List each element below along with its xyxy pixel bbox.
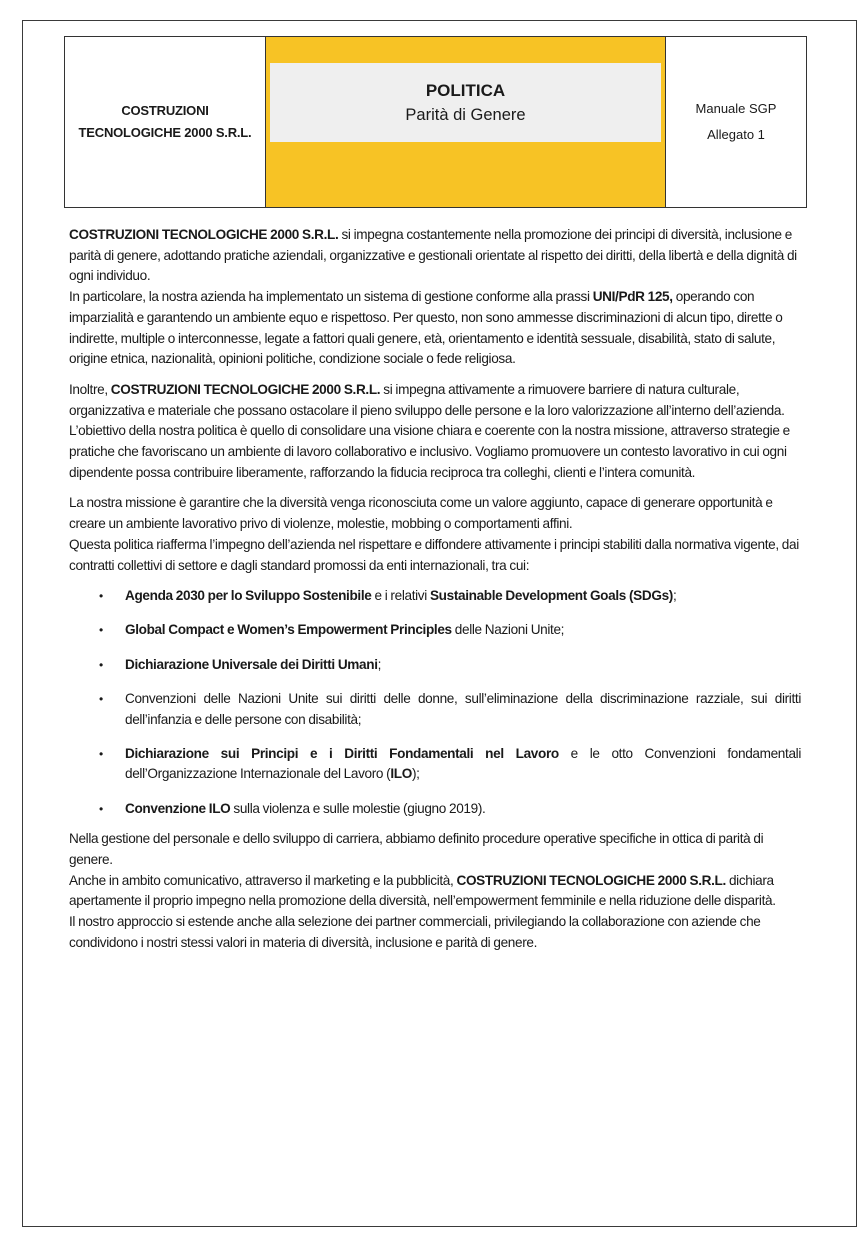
standard-reference: UNI/PdR 125, — [592, 289, 673, 305]
company-name-line2: TECNOLOGICHE 2000 S.R.L. — [78, 125, 252, 140]
company-name-bold: COSTRUZIONI TECNOLOGICHE 2000 S.R.L. — [69, 227, 339, 242]
bullet-icon: • — [99, 691, 103, 706]
list-item: • Dichiarazione Universale dei Diritti Umani; — [69, 655, 801, 676]
title-band — [270, 63, 661, 142]
company-name-bold: COSTRUZIONI TECNOLOGICHE 2000 S.R.L. — [456, 872, 726, 888]
list-item: • Agenda 2030 per lo Sviluppo Sostenibile e i relativi Sustainable Development Goals (SDGs); — [69, 586, 801, 607]
paragraph-objective: L’obiettivo della nostra politica è quello di consolidare una visione chiara e coerente con la nostra missione, attraverso strategie e pratiche che favoriscano un ambiente di lavoro collaborativo e inclusivo. Vogliamo promuovere un contesto lavorativo in cui ogni dipendente possa contribuire liberamente, rafforzando la fiducia reciproca tra colleghi, clienti e l’intera comunità. — [69, 423, 790, 480]
paragraph-mission: La nostra missione è garantire che la diversità venga riconosciuta come un valore aggiunto, capace di generare opportunità e creare un ambiente lavorativo privo di violenze, molestie, mobbing o comportamenti affini. — [69, 495, 773, 532]
document-title: POLITICA — [425, 80, 506, 100]
company-name-line1: COSTRUZIONI — [121, 103, 209, 118]
manual-label: Manuale SGP — [695, 101, 777, 116]
paragraph-principles: Questa politica riafferma l’impegno dell’azienda nel rispettare e diffondere attivamente i principi stabiliti dalla normativa vigente, dai contratti collettivi di settore e dagli standard promossi da enti internazionali, tra cui: — [69, 536, 799, 573]
paragraph-communication: Anche in ambito comunicativo, attraverso il marketing e la pubblicità, COSTRUZIONI TECNOLOGICHE 2000 S.R.L. dichiara apertamente il proprio impegno nella promozione della diversità, nell’empowerment femminile e nella riduzione delle disparità. — [69, 872, 776, 909]
bullet-icon: • — [99, 623, 103, 638]
document-title-cell — [266, 37, 666, 207]
company-name-bold: COSTRUZIONI TECNOLOGICHE 2000 S.R.L. — [110, 381, 381, 397]
company-name-cell — [65, 37, 266, 207]
bullet-icon: • — [99, 657, 103, 672]
document-header-table — [64, 36, 807, 208]
paragraph-commitment: COSTRUZIONI TECNOLOGICHE 2000 S.R.L. si impegna costantemente nella promozione dei principi di diversità, inclusione e parità di genere, adottando pratiche aziendali, organizzative e gestionali orientate al rispetto dei diritti, della libertà e della dignità di ogni individuo. — [69, 227, 797, 284]
paragraph-career: Nella gestione del personale e dello sviluppo di carriera, abbiamo definito procedure operative specifiche in ottica di parità di genere. — [69, 831, 764, 868]
list-item: • Global Compact e Women’s Empowerment Principles delle Nazioni Unite; — [69, 620, 801, 641]
list-item: • Convenzioni delle Nazioni Unite sui diritti delle donne, sull’eliminazione della discriminazione razziale, sui diritti dell’infanzia e delle persone con disabilità; — [99, 690, 801, 727]
bullet-icon: • — [99, 746, 103, 761]
document-reference-cell — [666, 37, 806, 207]
paragraph-partners: Il nostro approccio si estende anche alla selezione dei partner commerciali, privilegiando la collaborazione con aziende che condividono i nostri stessi valori in materia di diversità, inclusione e parità di genere. — [69, 914, 761, 950]
list-item: • Convenzione ILO sulla violenza e sulle molestie (giugno 2019). — [69, 799, 801, 820]
paragraph-standard: In particolare, la nostra azienda ha implementato un sistema di gestione conforme alla prassi UNI/PdR 125, operando con imparzialità e garantendo un ambiente equo e rispettoso. Per questo, non sono ammesse discriminazioni di alcun tipo, dirette o indirette, multiple o interconnesse, legate a fattori quali genere, età, orientamento e identità sessuale, disabilità, stato di salute, origine etnica, nazionalità, opinioni politiche, condizione sociale o fede religiosa. — [69, 289, 783, 367]
reference-standards-list — [69, 586, 801, 819]
policy-body — [69, 225, 801, 954]
document-subtitle: Parità di Genere — [405, 105, 526, 124]
list-item: • Dichiarazione sui Principi e i Diritti Fondamentali nel Lavoro e le otto Convenzioni fondamentali dell’Organizzazione Internazionale del Lavoro (ILO); — [99, 745, 801, 782]
paragraph-barriers: Inoltre, COSTRUZIONI TECNOLOGICHE 2000 S.R.L. si impegna attivamente a rimuovere barriere di natura culturale, organizzativa e materiale che possano ostacolare il pieno sviluppo delle persone e la loro valorizzazione all’interno dell’azienda. — [69, 381, 785, 418]
bullet-icon: • — [99, 801, 103, 816]
attachment-label: Allegato 1 — [707, 127, 765, 142]
bullet-icon: • — [99, 589, 103, 604]
